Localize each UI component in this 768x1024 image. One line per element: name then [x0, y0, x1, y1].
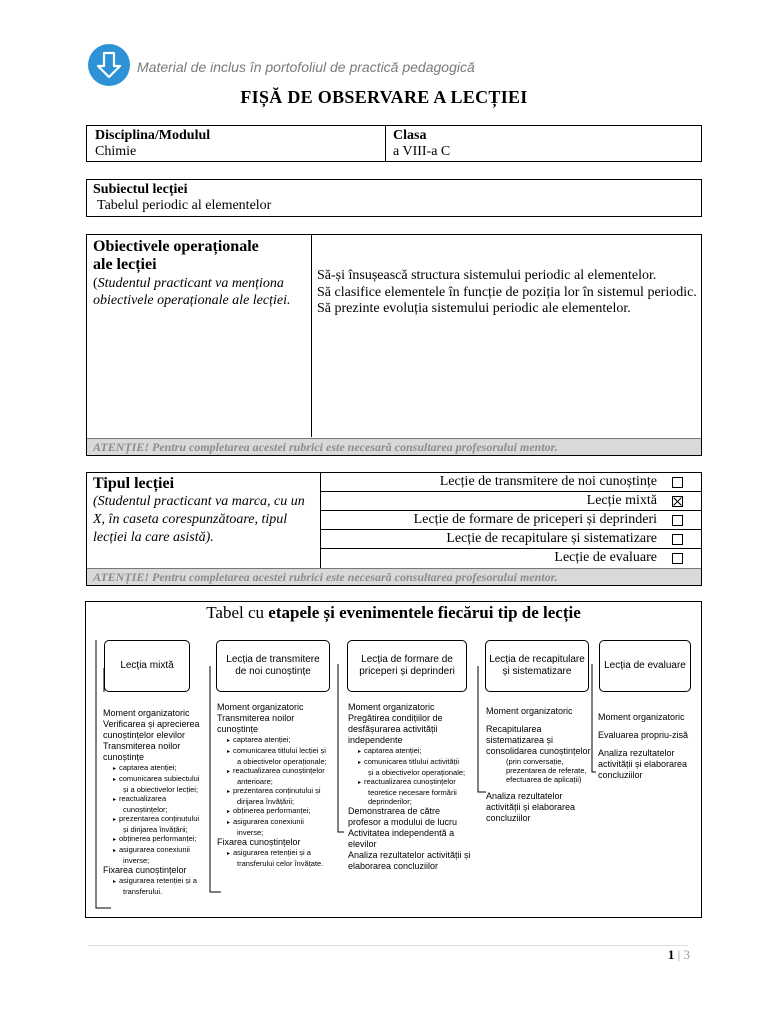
download-arrow-icon [88, 44, 130, 86]
stage-detail-line: și dirijarea învățării; [123, 825, 188, 834]
stage-detail-line: ▸ prezentarea conținutului [103, 814, 200, 825]
option-label: Lecție mixtă [586, 493, 657, 508]
stage-detail-line: Analiza rezultatelor [486, 791, 563, 801]
stage-detail-line: independente [348, 735, 403, 745]
stage-detail-line: Pregătirea condițiilor de [348, 713, 443, 723]
lesson-option-formare[interactable] [321, 511, 701, 530]
stage-detail-line: ▸ captarea atenției; [217, 735, 327, 746]
stage-detail-line: ▸ asigurarea conexiunii [103, 845, 200, 856]
diagram-title-b: etapele și evenimentele fiecărui tip de lecție [268, 603, 581, 622]
option-label: Lecție de formare de priceperi și deprinderi [413, 512, 657, 527]
stage-detail-line [598, 741, 688, 748]
option-label: Lecție de evaluare [554, 550, 657, 565]
subject-table [86, 179, 702, 217]
header-text: Material de inclus în portofoliul de practică pedagogică [137, 59, 475, 75]
lesson-type-label: Tipul lecției [93, 475, 175, 492]
stage-detail-line: Moment organizatoric [348, 702, 435, 712]
discipline-value: Chimie [95, 144, 137, 159]
objectives-instruction [93, 275, 307, 309]
stage-detail-line: activității și elaborarea [598, 759, 688, 769]
stage-detail-line: desfășurarea activității [348, 724, 438, 734]
objectives-table [86, 234, 702, 456]
stage-detail-line: ▸ obținerea performanței; [103, 834, 200, 845]
stage-detail-line: ▸ obținerea performanței; [217, 806, 327, 817]
stage-detail-line: și a obiectivelor lecției; [123, 785, 199, 794]
page-total: 3 [683, 947, 690, 962]
stage-detail-line: Verificarea și aprecierea [103, 719, 200, 729]
stage-detail-line: ▸ captarea atenției; [348, 746, 471, 757]
option-label: Lecție de recapitulare și sistematizare [446, 531, 657, 546]
diagram-title-a: Tabel cu [206, 603, 265, 622]
checked-checkbox-icon[interactable] [672, 496, 683, 507]
discipline-label: Disciplina/Modulul [95, 128, 211, 143]
page-title: FIȘĂ DE OBSERVARE A LECȚIEI [240, 87, 528, 107]
stage-formare-details [348, 702, 471, 872]
checkbox-icon[interactable] [672, 553, 683, 564]
stage-transmitere-details [217, 702, 327, 868]
stage-detail-line: a obiectivelor operaționale; [237, 757, 327, 766]
stage-detail-line [598, 723, 688, 730]
stage-detail-line: ▸ prezentarea conținutului și [217, 786, 327, 797]
stage-detail-line: Moment organizatoric [103, 708, 190, 718]
class-value: a VIII-a C [393, 144, 451, 159]
stage-detail-line: Moment organizatoric [486, 706, 573, 716]
stage-detail-line: Activitatea independentă a [348, 828, 455, 838]
stage-detail-line [486, 784, 591, 791]
stage-detail-line: Moment organizatoric [598, 712, 685, 722]
objectives-label-2: ale lecției [93, 256, 157, 273]
stage-detail-line: concluziilor [486, 813, 531, 823]
stage-evaluare-details [598, 712, 688, 781]
objectives-list [317, 268, 697, 318]
stage-detail-line: ▸ captarea atenției; [103, 763, 200, 774]
stage-transmitere: Lecția de transmitere de noi cunoștințe [216, 640, 330, 692]
stage-detail-line: teoretice necesare formării [368, 788, 457, 797]
checkbox-icon[interactable] [672, 477, 683, 488]
stage-detail-line: ▸ reactualizarea cunoștințelor [217, 766, 327, 777]
stage-detail-line [486, 717, 591, 724]
stage-detail-line: ▸ comunicarea titlului lecției și [217, 746, 327, 757]
footer-divider [88, 945, 688, 946]
stage-detail-line: concluziilor [598, 770, 643, 780]
lesson-type-note: ATENȚIE! Pentru completarea acestei rubrici este necesară consultarea profesorului mentor. [87, 568, 701, 585]
stage-detail-line: ▸ comunicarea titlului activității [348, 757, 471, 768]
page-number [668, 947, 690, 963]
stage-detail-line: sistematizarea și [486, 735, 554, 745]
lesson-option-recapitulare[interactable] [321, 530, 701, 549]
stage-detail-line: efectuarea de aplicații) [506, 775, 582, 784]
stage-formare: Lecția de formare de priceperi și deprinderi [347, 640, 467, 692]
stage-detail-line: Fixarea cunoștințelor [217, 837, 301, 847]
stage-detail-line: Moment organizatoric [217, 702, 304, 712]
stage-detail-line: ▸ reactualizarea [103, 794, 200, 805]
stage-detail-line: deprinderilor; [368, 797, 412, 806]
lesson-type-table [86, 472, 702, 586]
stage-detail-line: ▸ asigurarea conexiunii [217, 817, 327, 828]
stage-detail-line: cunoștințelor elevilor [103, 730, 186, 740]
objective-item: Să-și însușească structura sistemului periodic al elementelor. [317, 268, 657, 283]
discipline-class-table [86, 125, 702, 162]
lesson-option-mixta[interactable] [321, 492, 701, 511]
stage-detail-line: cunoștințe [217, 724, 259, 734]
stage-detail-line: cunoștințe [103, 752, 145, 762]
stage-detail-line: prezentarea de referate, [506, 766, 587, 775]
stage-mixta: Lecția mixtă [104, 640, 190, 692]
stage-detail-line: inverse; [123, 856, 150, 865]
subject-label: Subiectul lecției [93, 182, 188, 197]
checkbox-icon[interactable] [672, 515, 683, 526]
lesson-option-evaluare[interactable] [321, 549, 701, 568]
stage-detail-line: transferului. [123, 887, 163, 896]
objectives-instruction-text: Studentul practicant va menționa obiectivele operaționale ale lecției. [93, 276, 291, 308]
class-label: Clasa [393, 128, 427, 143]
objective-item: Să clasifice elementele în funcție de poziția lor în sistemul periodic. [317, 284, 697, 300]
stage-detail-line: (prin conversație, [506, 757, 564, 766]
stage-detail-line: consolidarea cunoștințelor [486, 746, 591, 756]
checkbox-icon[interactable] [672, 534, 683, 545]
stage-detail-line: Transmiterea noilor [103, 741, 181, 751]
stage-detail-line: Demonstrarea de către [348, 806, 441, 816]
subject-value: Tabelul periodic al elementelor [97, 198, 272, 213]
stage-detail-line: transferului celor învățate. [237, 859, 324, 868]
stage-detail-line: inverse; [237, 828, 264, 837]
lesson-stages-diagram [85, 601, 702, 918]
stage-detail-line: Evaluarea propriu-zisă [598, 730, 689, 740]
stage-detail-line: profesor a modului de lucru [348, 817, 458, 827]
page-current: 1 [667, 947, 675, 962]
objectives-note: ATENȚIE! Pentru completarea acestei rubrici este necesară consultarea profesorului mentor. [87, 438, 701, 455]
page-separator: | [674, 947, 684, 962]
lesson-option-transmitere[interactable] [321, 473, 701, 492]
stage-detail-line: elevilor [348, 839, 377, 849]
objectives-label-1: Obiectivele operaționale [93, 238, 259, 255]
stage-detail-line: și a obiectivelor operaționale; [368, 768, 466, 777]
lesson-type-instruction: (Studentul practicant va marca, cu un X, în caseta corespunzătoare, tipul lecției la care asistă). [93, 494, 305, 545]
stage-detail-line: ▸ reactualizarea cunoștințelor [348, 777, 471, 788]
stage-detail-line: anterioare; [237, 777, 273, 786]
stage-mixta-details [103, 708, 200, 896]
stage-detail-line: Transmiterea noilor [217, 713, 295, 723]
objective-item: Să prezinte evoluția sistemului periodic ale elementelor. [317, 301, 631, 316]
stage-detail-line: Fixarea cunoștințelor [103, 865, 187, 875]
stage-detail-line: activității și elaborarea [486, 802, 576, 812]
stage-recapitulare-details [486, 706, 591, 824]
stage-detail-line: elaborarea concluziilor [348, 861, 439, 871]
stage-detail-line: ▸ asigurarea retenției și a [217, 848, 327, 859]
stage-detail-line: cunoștințelor; [123, 805, 168, 814]
stage-recapitulare: Lecția de recapitulare și sistematizare [485, 640, 589, 692]
stage-detail-line: ▸ comunicarea subiectului [103, 774, 200, 785]
stage-evaluare: Lecția de evaluare [599, 640, 691, 692]
objectives-instruction-paren: ( [93, 276, 98, 291]
stage-detail-line: ▸ asigurarea retenției și a [103, 876, 200, 887]
option-label: Lecție de transmitere de noi cunoștințe [439, 474, 657, 489]
stage-detail-line: dirijarea învățării; [237, 797, 295, 806]
stage-detail-line: Analiza rezultatelor [598, 748, 675, 758]
stage-detail-line: Analiza rezultatelor activității și [348, 850, 471, 860]
stage-detail-line: Recapitularea [486, 724, 542, 734]
